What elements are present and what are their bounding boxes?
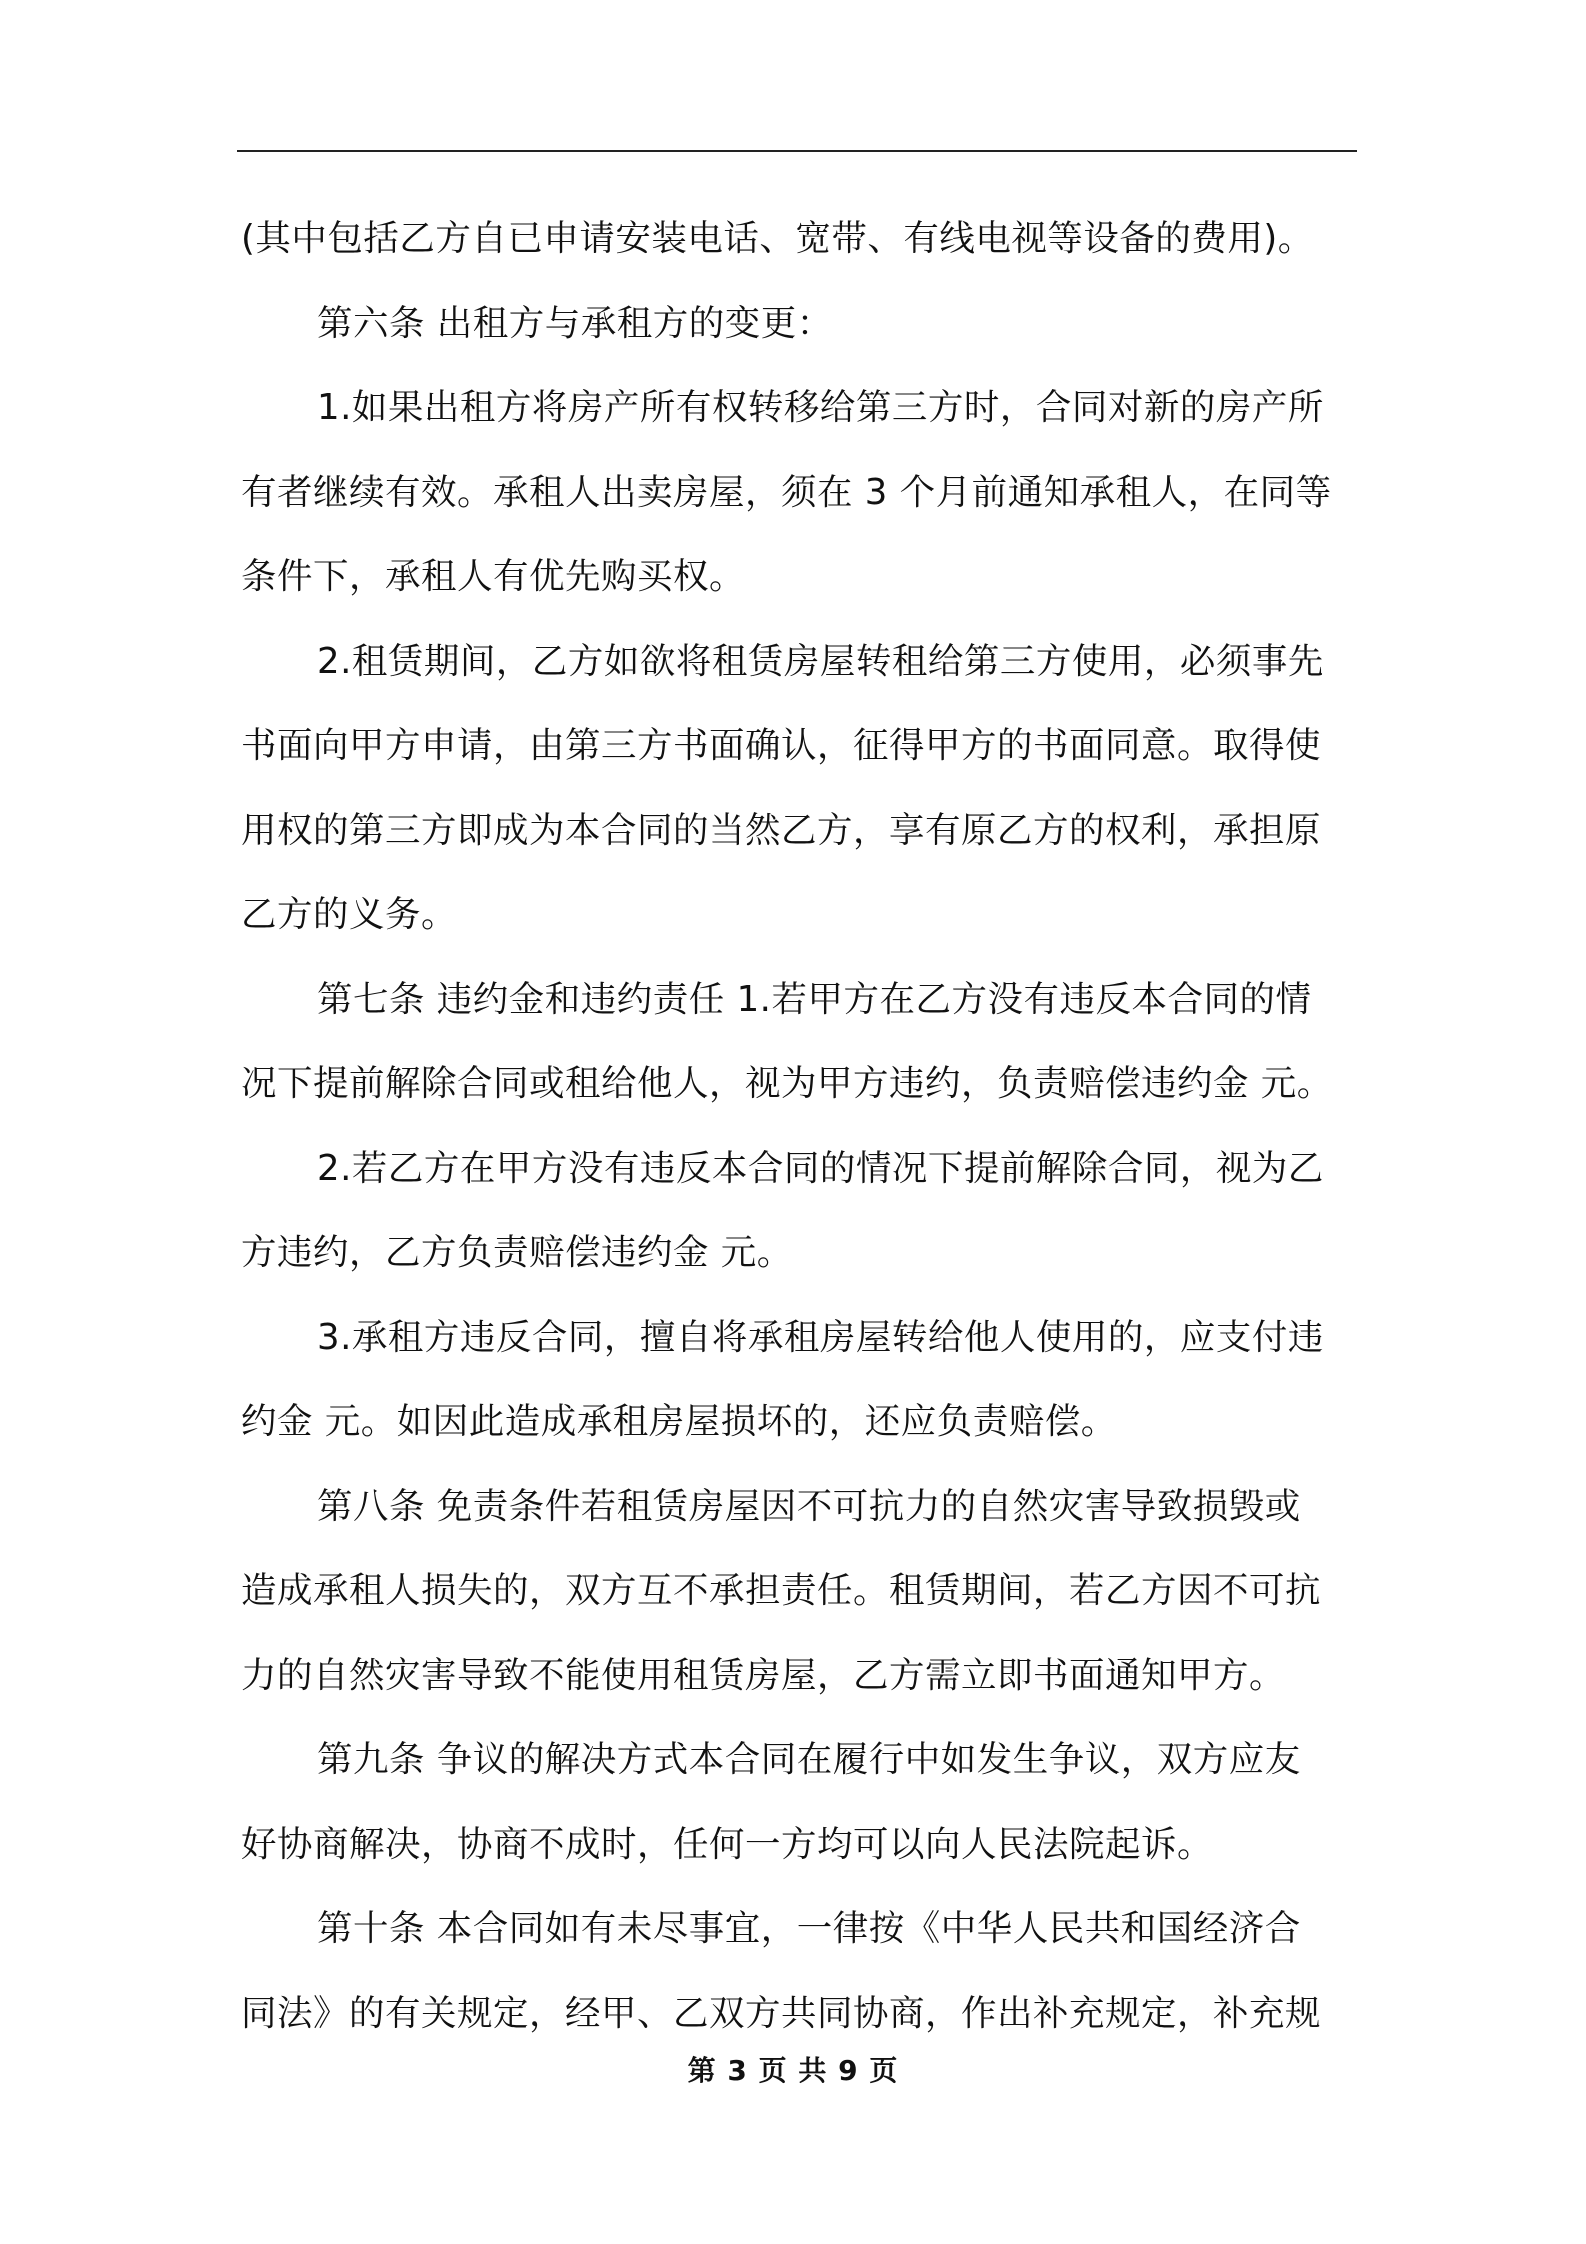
- page-number: 第 3 页 共 9 页: [687, 2054, 899, 2087]
- document-body: [241, 197, 1361, 2056]
- body-line: 3.承租方违反合同，擅自将承租房屋转给他人使用的，应支付违: [317, 1316, 1324, 1358]
- body-line: 好协商解决，协商不成时，任何一方均可以向人民法院起诉。: [241, 1823, 1214, 1865]
- body-line: 第九条 争议的解决方式本合同在履行中如发生争议，双方应友: [317, 1739, 1301, 1780]
- body-line: 同法》的有关规定，经甲、乙双方共同协商，作出补充规定，补充规: [241, 1992, 1322, 2034]
- body-line: 书面向甲方申请，由第三方书面确认，征得甲方的书面同意。取得使: [241, 725, 1322, 766]
- body-line: 造成承租人损失的，双方互不承担责任。租赁期间，若乙方因不可抗: [241, 1570, 1322, 1611]
- body-line: 方违约，乙方负责赔偿违约金 元。: [241, 1232, 793, 1273]
- body-line: 况下提前解除合同或租给他人，视为甲方违约，负责赔偿违约金 元。: [241, 1063, 1333, 1104]
- body-line: 1.如果出租方将房产所有权转移给第三方时，合同对新的房产所: [317, 387, 1324, 428]
- body-line: 约金 元。如因此造成承租房屋损坏的，还应负责赔偿。: [241, 1401, 1117, 1442]
- body-line: 有者继续有效。承租人出卖房屋，须在 3 个月前通知承租人，在同等: [241, 471, 1332, 513]
- body-line: 第六条 出租方与承租方的变更：: [317, 302, 833, 344]
- body-line: (其中包括乙方自已申请安装电话、宽带、有线电视等设备的费用)。: [241, 218, 1314, 259]
- body-line: 条件下，承租人有优先购买权。: [241, 556, 746, 597]
- body-line: 第七条 违约金和违约责任 1.若甲方在乙方没有违反本合同的情: [317, 978, 1312, 1020]
- body-line: 用权的第三方即成为本合同的当然乙方，享有原乙方的权利，承担原: [241, 809, 1322, 851]
- body-line: 力的自然灾害导致不能使用租赁房屋，乙方需立即书面通知甲方。: [241, 1654, 1286, 1696]
- body-line: 2.若乙方在甲方没有违反本合同的情况下提前解除合同，视为乙: [317, 1147, 1324, 1189]
- body-line: 2.租赁期间，乙方如欲将租赁房屋转租给第三方使用，必须事先: [317, 640, 1324, 682]
- body-line: 第八条 免责条件若租赁房屋因不可抗力的自然灾害导致损毁或: [317, 1485, 1301, 1527]
- body-line: 第十条 本合同如有未尽事宜，一律按《中华人民共和国经济合: [317, 1908, 1301, 1949]
- body-line: 乙方的义务。: [241, 894, 458, 935]
- header-divider: [237, 150, 1357, 152]
